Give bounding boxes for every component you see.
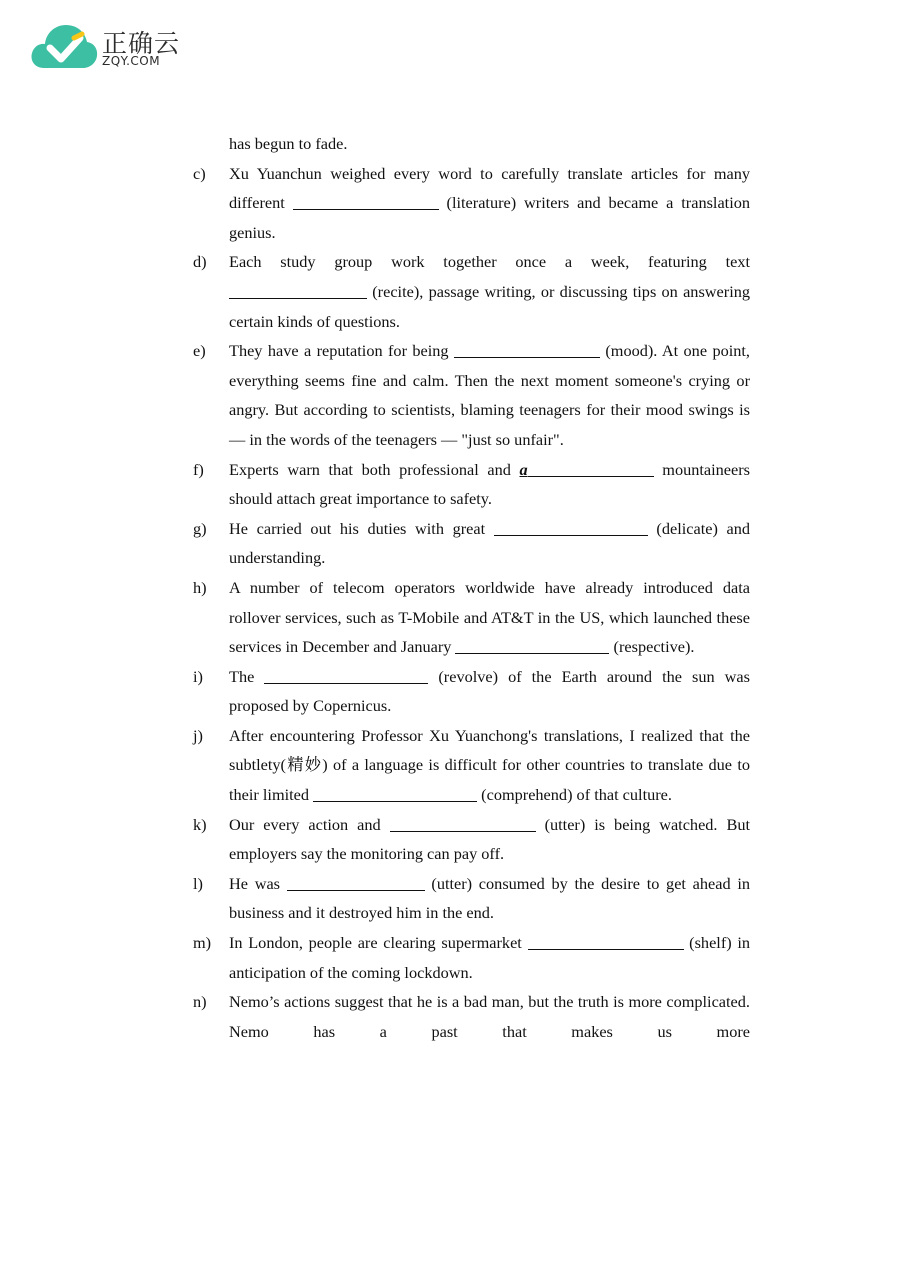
answer-blank[interactable] bbox=[494, 518, 648, 535]
question-h bbox=[193, 573, 750, 662]
answer-blank[interactable] bbox=[528, 933, 684, 950]
question-text: (revolve) of the Earth around the sun was proposed by Copernicus. bbox=[229, 666, 750, 716]
question-l bbox=[193, 869, 750, 928]
logo-domain-text: ZQY.COM bbox=[102, 54, 161, 68]
answer-blank[interactable] bbox=[454, 341, 600, 358]
question-c bbox=[193, 159, 750, 248]
answer-blank[interactable] bbox=[455, 637, 609, 654]
question-text: (mood). At one point, everything seems fine and calm. Then the next moment someone's crying or angry. But according to scientists, blaming teenagers for their mood swings is — in the words of the teenagers — "just so unfair". bbox=[229, 341, 750, 449]
question-text: Our every action and bbox=[229, 814, 390, 834]
question-d bbox=[193, 247, 750, 336]
answer-blank[interactable] bbox=[293, 193, 439, 210]
question-label: d) bbox=[193, 252, 207, 272]
question-label: m) bbox=[193, 933, 212, 953]
question-text: They have a reputation for being bbox=[229, 341, 454, 361]
question-text: Each study group work together once a week, featuring text bbox=[229, 252, 750, 272]
question-f bbox=[193, 455, 750, 514]
question-label: h) bbox=[193, 577, 207, 597]
question-n bbox=[193, 987, 750, 1046]
answer-blank[interactable] bbox=[390, 814, 536, 831]
answer-blank[interactable] bbox=[229, 282, 367, 299]
question-text: (comprehend) of that culture. bbox=[477, 785, 672, 805]
question-text: (utter) consumed by the desire to get ahead in business and it destroyed him in the end. bbox=[229, 873, 750, 923]
question-label: f) bbox=[193, 459, 204, 479]
question-label: j) bbox=[193, 725, 203, 745]
question-text: mountaineers should attach great importance to safety. bbox=[229, 459, 750, 509]
question-text: (utter) is being watched. But employers say the monitoring can pay off. bbox=[229, 814, 750, 864]
question-k bbox=[193, 810, 750, 869]
answer-blank[interactable] bbox=[264, 666, 428, 683]
question-label: g) bbox=[193, 518, 207, 538]
answer-blank[interactable] bbox=[528, 459, 654, 476]
question-text: (literature) writers and became a translation genius. bbox=[229, 193, 751, 242]
question-text: (recite), passage writing, or discussing tips on answering certain kinds of questions. bbox=[229, 281, 750, 331]
question-text: Xu Yuanchun weighed every word to carefully translate articles for many different bbox=[229, 163, 750, 213]
question-label: n) bbox=[193, 992, 207, 1012]
continuation-text: has begun to fade. bbox=[229, 134, 348, 153]
brand-logo bbox=[30, 22, 180, 74]
answer-blank[interactable] bbox=[313, 785, 477, 802]
question-text: (shelf) in anticipation of the coming lockdown. bbox=[229, 933, 751, 982]
question-text: A number of telecom operators worldwide have already introduced data rollover services, such as T-Mobile and AT&T in the US, which launched these services in December and January bbox=[229, 577, 750, 657]
question-e bbox=[193, 336, 750, 454]
question-text: The bbox=[229, 666, 265, 686]
question-text: After encountering Professor Xu Yuanchong's translations, I realized that the subtlety(精妙) of a language is difficult for other countries to translate due to their limited bbox=[229, 725, 750, 805]
question-label: e) bbox=[193, 341, 206, 361]
question-label: i) bbox=[193, 666, 203, 686]
answer-text: a bbox=[519, 459, 528, 479]
logo-chinese-text: 正确云 bbox=[102, 29, 181, 58]
question-text: In London, people are clearing supermarket bbox=[229, 933, 528, 953]
question-label: c) bbox=[193, 163, 206, 183]
question-j bbox=[193, 721, 750, 810]
question-text: (delicate) and understanding. bbox=[229, 518, 751, 568]
question-label: k) bbox=[193, 814, 207, 834]
question-m bbox=[193, 928, 750, 987]
question-text: He was bbox=[229, 873, 287, 893]
question-text: He carried out his duties with great bbox=[229, 518, 494, 538]
cloud-check-icon bbox=[30, 22, 98, 72]
exercise-content bbox=[193, 129, 750, 1046]
question-text: (respective). bbox=[609, 637, 695, 657]
question-i bbox=[193, 662, 750, 721]
question-label: l) bbox=[193, 873, 203, 893]
answer-blank[interactable] bbox=[287, 874, 425, 891]
question-g bbox=[193, 514, 750, 573]
question-text: Experts warn that both professional and bbox=[229, 459, 520, 479]
question-text: Nemo’s actions suggest that he is a bad man, but the truth is more complicated. Nemo has a past that makes us more bbox=[229, 992, 750, 1041]
